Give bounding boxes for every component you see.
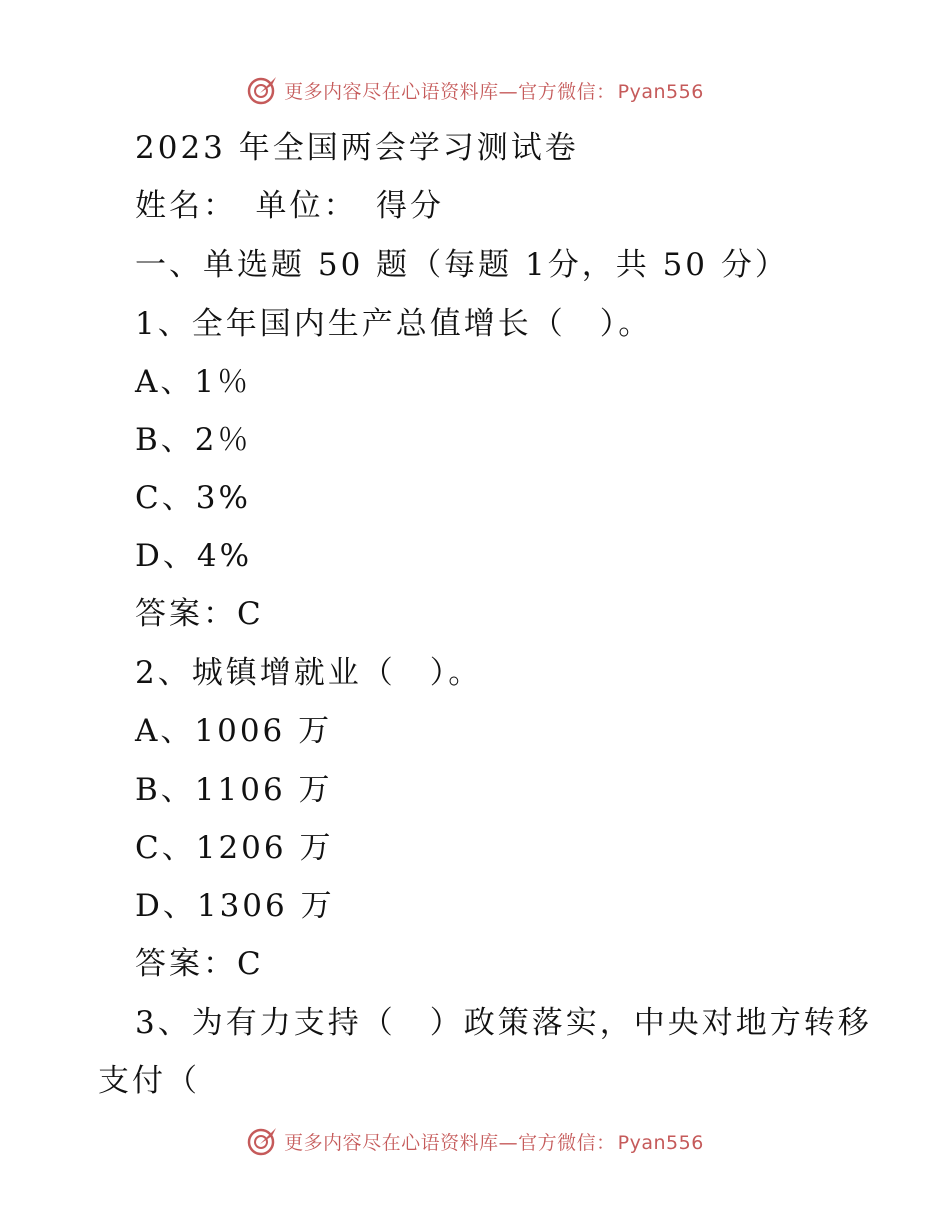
feather-logo-icon xyxy=(246,73,280,107)
question-1-answer: 答案：C xyxy=(135,596,264,632)
question-1-option-c: C、3% xyxy=(135,480,251,516)
question-3-stem-line1: 3、为有力支持（ ）政策落实，中央对地方转移 xyxy=(135,1005,872,1041)
watermark-text: 更多内容尽在心语资料库—官方微信： Pyan556 xyxy=(284,1131,704,1154)
footer-watermark xyxy=(0,1121,950,1161)
feather-logo-icon xyxy=(246,1124,280,1158)
document-title: 2023 年全国两会学习测试卷 xyxy=(135,130,579,166)
watermark-text: 更多内容尽在心语资料库—官方微信： Pyan556 xyxy=(284,80,704,103)
question-2-option-a: A、1006 万 xyxy=(135,713,333,749)
question-2-answer: 答案：C xyxy=(135,946,264,982)
question-1-option-a: A、1％ xyxy=(135,364,252,400)
question-1-option-b: B、2％ xyxy=(135,422,252,458)
info-line: 姓名： 单位： 得分 xyxy=(135,188,444,224)
question-1-stem: 1、全年国内生产总值增长（ ）。 xyxy=(135,306,653,342)
question-2-option-c: C、1206 万 xyxy=(135,830,334,866)
question-1-option-d: D、4% xyxy=(135,538,253,574)
question-2-stem: 2、城镇增就业（ ）。 xyxy=(135,655,483,691)
header-watermark xyxy=(0,70,950,110)
question-2-option-b: B、1106 万 xyxy=(135,772,333,808)
section-heading: 一、单选题 50 题（每题 1分，共 50 分） xyxy=(135,247,789,283)
question-2-option-d: D、1306 万 xyxy=(135,888,335,924)
question-3-stem-line2: 支付（ xyxy=(98,1063,200,1099)
